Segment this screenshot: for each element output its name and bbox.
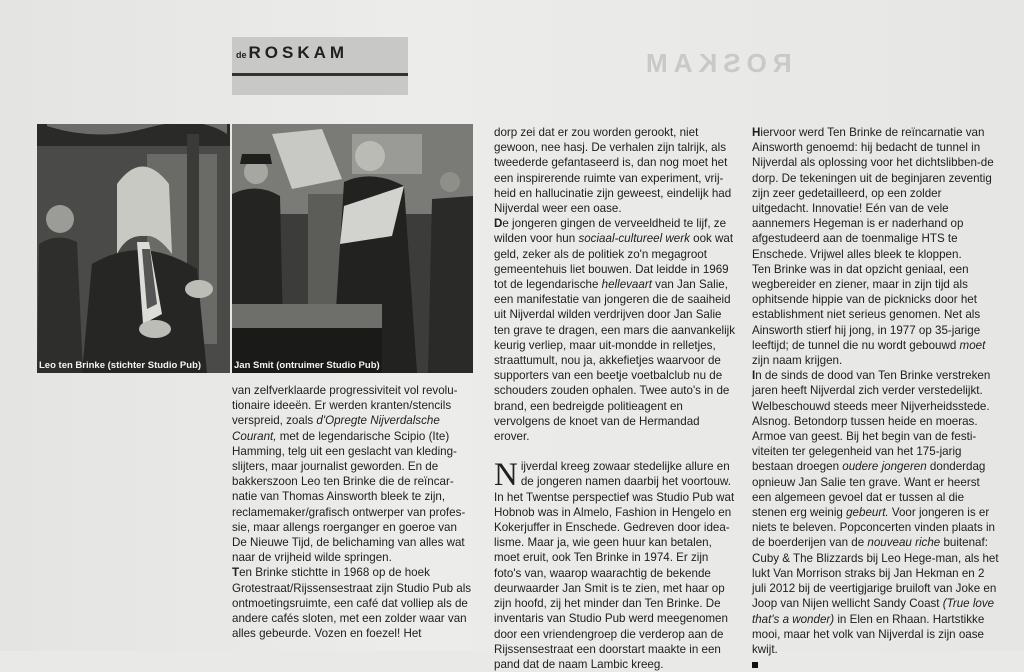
article-column-2 <box>494 125 737 672</box>
text: en Brinke stichtte in 1968 op de hoek Grotestraat/Rijssensestraat zijn Studio Pub als ontmoetingsruimte, een café dat volliep als de andere cafés sloten, met een zolder waar van alles gebeurde. Vozen en foezel! Het <box>232 566 472 641</box>
text: in Elen en Rhaan. Hartstikke mooi, maar het volk van Nijverdal is zijn oase kwijt. <box>752 612 985 656</box>
paragraph <box>752 125 1000 262</box>
lead-letter: H <box>752 126 761 139</box>
masthead-rule <box>232 73 408 76</box>
italic-text: oudere jongeren <box>842 460 927 474</box>
italic-text: nouveau riche <box>867 536 941 550</box>
lead-letter: D <box>494 217 503 231</box>
text: buitenaf: Cuby & The Blizzards bij Leo Hege-man, als het lukt Van Morrison straks bij Jan Hekman en 2 juli 2012 bij de veertigjarige bruiloft van Joke en Joop van Nijen wellicht Sandy Coast <box>752 536 999 611</box>
italic-text: moet <box>959 338 986 352</box>
text: n de sinds de dood van Ten Brinke verstreken jaren heeft Nijverdal zich verder verstedelijkt. Welbeschouwd steeds meer Nijverheidsstede. Alsnog. Betondorp tussen heide en moeras. Armoe van geest. Bij het begin van de festi-viteiten ter gelegenheid van het 175-jarig bestaan droegen <box>752 369 991 474</box>
drop-cap: N <box>494 457 518 494</box>
photo-caption-right: Jan Smit (ontruimer Studio Pub) <box>234 360 380 371</box>
paragraph <box>494 125 737 216</box>
italic-text: hellevaart <box>601 278 652 292</box>
text: e jongeren gingen de verveeldheid te lijf, ze wilden voor hun <box>494 217 727 246</box>
text: Voor jongeren is er niets te beleven. Popconcerten vinden plaats in de boerderijen van de <box>752 506 995 550</box>
photo-leo-ten-brinke-image <box>37 124 230 373</box>
end-of-article-mark <box>752 662 758 668</box>
text: ijverdal kreeg zowaar stedelijke allure en de jongeren namen daarbij het voortouw. In het Twentse perspectief was Studio Pub wat Hobnob was in Almelo, Fashion in Hengelo en Kokerjuffer in Enschede. Gedreven door idea-lisme. Maar ja, wie geen huur kan betalen, moet eruit, ook Ten Brinke in 1974. Er zijn foto's van, waarop waarachtig de bekende deurwaarder Jan Smit is te zien, met haar op zijn hoofd, zij het minder dan Ten Brinke. De inventaris van Studio Pub werd meegenomen door een vriendengroep die verderop aan de Rijssensestraat een doorstart maakte in een pand dat de naam Lambic kreeg. <box>494 460 735 671</box>
masthead <box>232 37 408 95</box>
text: iervoor werd Ten Brinke de reïncarnatie van Ainsworth genoemd: hij bedacht de tunnel in Nijverdal als oplossing voor het dichtslibben-de dorp. De tekeningen uit de beginjaren zeventig zijn zeer gedetailleerd, op een zolder uitgedacht. Innovatie! Eén van de vele aannemers Hegeman is er naderhand op afgestudeerd aan de toenmalige HTS te Enschede. Vrijwel alles bleek te kloppen. <box>752 126 994 261</box>
text: van Jan Salie, een manifestatie van jongeren die de saaiheid uit Nijverdal wilden verdrijven door Jan Salie ten grave te dragen, een mars die aanvankelijk keurig verliep, maar uit-mondde in relletjes, straattumult, nou ja, akkefietjes waarvoor de supporters van een beetje voetbalclub nu de schouders zouden ophalen. Twee auto's in de brand, een bedreigde politieagent en vervolgens de knoet van de Hermandad erover. <box>494 278 736 444</box>
text: ook wat geld, zeker als de politiek zo'n megagroot gemeentehuis liet bouwen. Dat leidde in 1969 tot de legendarische <box>494 232 734 292</box>
paragraph <box>494 459 737 672</box>
italic-text: d'Opregte Nijverdalsche Courant, <box>232 414 440 443</box>
masthead-title <box>236 43 348 63</box>
article-column-1 <box>232 383 472 641</box>
italic-text: (True love that's a wonder) <box>752 597 995 626</box>
text: zijn naam krijgen. <box>752 354 843 368</box>
text: met de legendarische Scipio (Ite) Hamming, telg uit een geslacht van kleding-slijters, maar journalist geworden. En de bakkerszoon Leo ten Brinke die de reïncar-natie van Thomas Ainsworth bleek te zijn, reclamemaker/grafisch ontwerper van profes-sie, maar allengs roerganger en goeroe van De Nieuwe Tijd, de belichaming van alles wat naar de vrijheid wilde springen. <box>232 429 466 565</box>
photo-jan-smit-image <box>232 124 473 373</box>
lead-letter: T <box>232 566 240 580</box>
lead-letter: I <box>752 369 756 383</box>
italic-text: sociaal-cultureel werk <box>578 232 690 246</box>
photo-jan-smit <box>232 124 473 373</box>
paragraph <box>752 368 1000 657</box>
masthead-prefix: de <box>236 50 247 60</box>
text: van zelfverklaarde progressiviteit vol revolu-tionaire ideeën. Er werden kranten/stencils verspreid, zoals <box>232 384 458 428</box>
article-column-3 <box>752 125 1000 672</box>
paragraph <box>494 216 737 444</box>
text: dorp zei dat er zou worden gerookt, niet gewoon, nee hasj. De verhalen zijn talrijk, als tweederde gefantaseerd is, dan nog moet het een inspirerende ruimte van experiment, vrij-heid en hallucinatie zijn geweest, eindelijk had Nijverdal weer een oase. <box>494 126 732 216</box>
text: Ten Brinke was in dat opzicht geniaal, een wegbereider en ziener, maar in zijn tijd als ophitsende hippie van de picknicks door het establishment niet serieus genomen. Net als Ainsworth stierf hij jong, in 1977 op 35-jarige leeftijd; de tunnel die nu wordt gebouwd <box>752 262 981 352</box>
text: donderdag opnieuw Jan Salie ten grave. Want er heerst een algemeen gevoel dat er tussen al die stenen erg weinig <box>752 460 986 520</box>
paragraph <box>232 565 472 641</box>
masthead-name: ROSKAM <box>248 43 349 62</box>
paragraph <box>752 262 1000 368</box>
photo-leo-ten-brinke <box>37 124 230 373</box>
bleed-through-masthead: ROSKAM <box>640 48 792 78</box>
paragraph <box>232 383 472 565</box>
photo-caption-left: Leo ten Brinke (stichter Studio Pub) <box>39 360 202 371</box>
italic-text: gebeurt. <box>846 506 889 520</box>
